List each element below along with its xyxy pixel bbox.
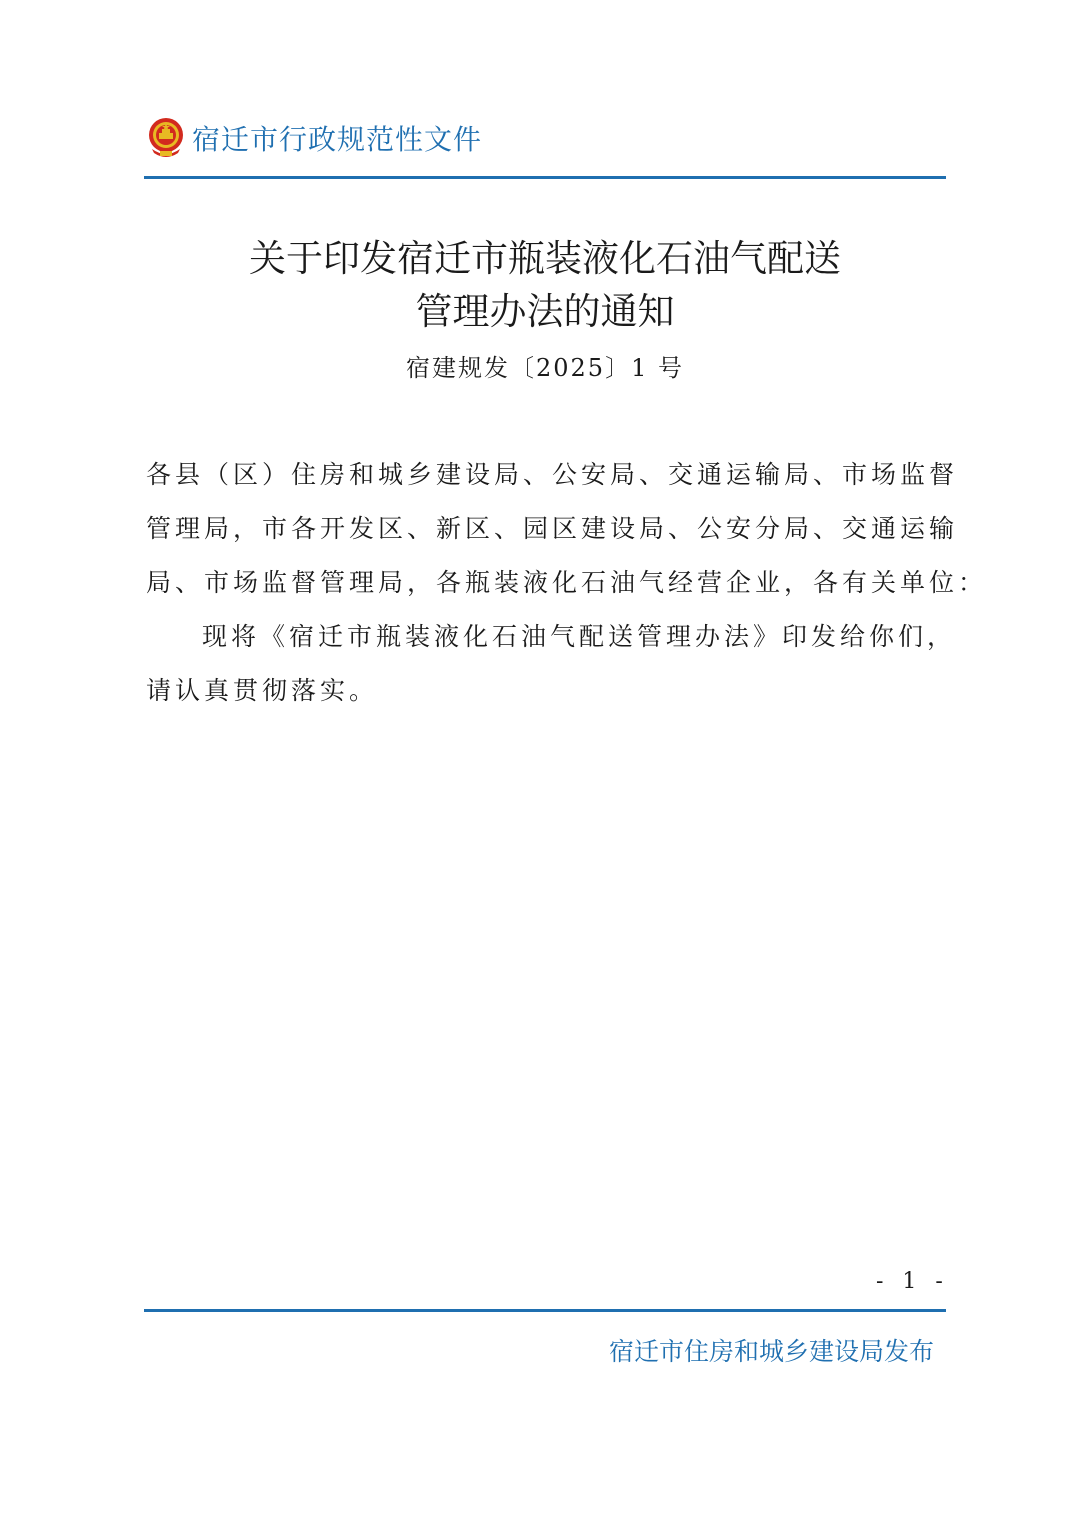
national-emblem-icon: [146, 115, 186, 161]
document-number: 宿建规发〔2025〕1 号: [406, 354, 684, 382]
body-line: 请认真贯彻落实。: [146, 676, 379, 705]
footer-divider: [144, 1309, 946, 1312]
document-body: [146, 448, 988, 718]
body-line: 管理局，市各开发区、新区、园区建设局、公安分局、交通运输: [146, 514, 959, 543]
title-line-2: 管理办法的通知: [415, 290, 675, 333]
body-line: 局、市场监督管理局，各瓶装液化石油气经营企业，各有关单位：: [146, 568, 988, 597]
footer-publisher: 宿迁市住房和城乡建设局发布: [608, 1337, 934, 1366]
body-line: 现将《宿迁市瓶装液化石油气配送管理办法》印发给你们，: [202, 622, 957, 651]
body-line: 各县（区）住房和城乡建设局、公安局、交通运输局、市场监督: [146, 460, 959, 489]
header-divider: [144, 176, 946, 179]
title-line-1: 关于印发宿迁市瓶装液化石油气配送: [249, 237, 841, 280]
page-number: - 1 -: [876, 1269, 949, 1294]
header-title: 宿迁市行政规范性文件: [192, 123, 483, 156]
document-title: [144, 232, 946, 338]
document-header: [146, 112, 482, 164]
